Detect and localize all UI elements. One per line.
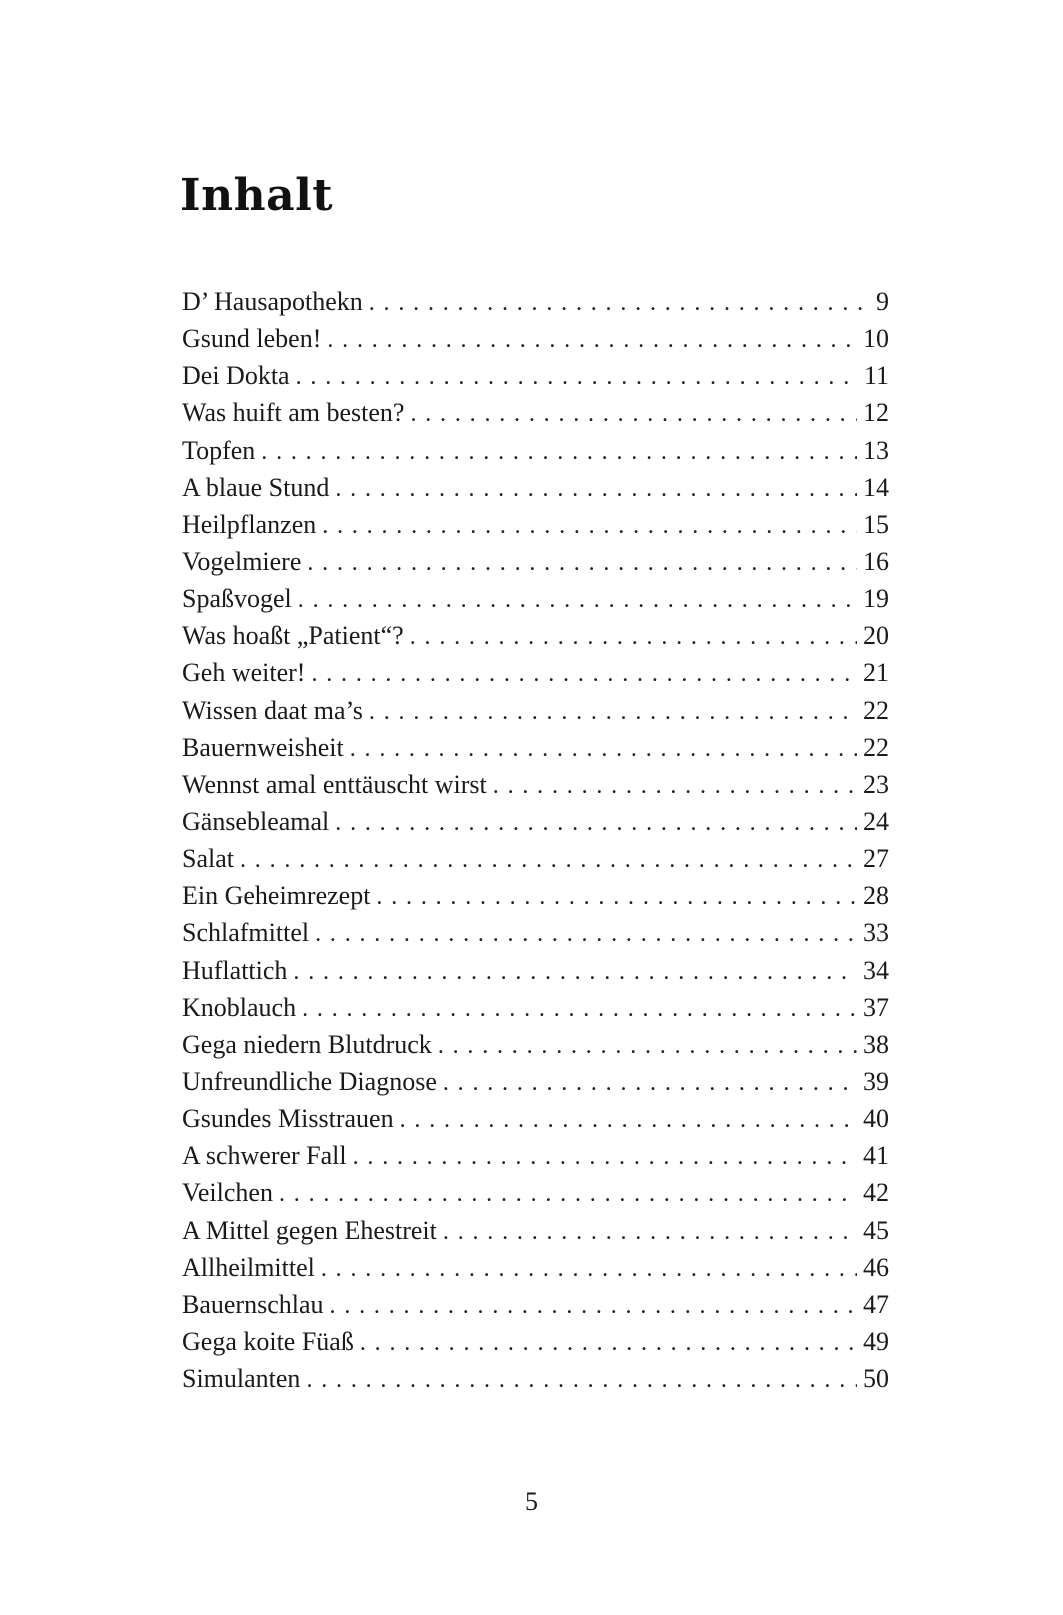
toc-entry	[182, 952, 889, 989]
toc-entry	[182, 989, 889, 1026]
toc-entry-title: Gänsebleamal	[182, 806, 330, 836]
toc-entry-page: 13	[863, 435, 889, 465]
toc-entry	[182, 1249, 889, 1286]
toc-dot-leader	[360, 1325, 857, 1362]
toc-dot-leader	[438, 1028, 857, 1065]
toc-entry-page: 45	[863, 1215, 889, 1245]
toc-entry	[182, 877, 889, 914]
toc-dot-leader	[335, 805, 857, 842]
toc-dot-leader	[322, 508, 857, 545]
toc-entry-page: 50	[863, 1364, 889, 1394]
toc-entry-title: Gsund leben!	[182, 324, 322, 354]
toc-entry-page: 40	[863, 1104, 889, 1134]
toc-entry-title: Ein Geheimrezept	[182, 881, 371, 911]
page-number: 5	[525, 1487, 538, 1516]
toc-dot-leader	[298, 582, 857, 619]
toc-entry	[182, 692, 889, 729]
toc-dot-leader	[240, 842, 857, 879]
toc-entry	[182, 1212, 889, 1249]
toc-dot-leader	[321, 1251, 857, 1288]
toc-entry-title: A blaue Stund	[182, 472, 330, 502]
toc-dot-leader	[410, 619, 857, 656]
toc-entry-page: 34	[863, 955, 889, 985]
toc-entry-page: 11	[863, 361, 889, 391]
toc-entry	[182, 1174, 889, 1211]
toc-entry	[182, 803, 889, 840]
toc-entry	[182, 1360, 889, 1397]
toc-entry-page: 23	[863, 769, 889, 799]
toc-dot-leader	[296, 359, 858, 396]
toc-entry-page: 39	[863, 1066, 889, 1096]
toc-entry	[182, 1286, 889, 1323]
toc-entry-title: Topfen	[182, 435, 256, 465]
toc-entry-title: Huflattich	[182, 955, 288, 985]
toc-entry-title: Simulanten	[182, 1364, 301, 1394]
toc-entry-page: 20	[863, 621, 889, 651]
toc-entry-page: 24	[863, 806, 889, 836]
toc-entry	[182, 1323, 889, 1360]
toc-dot-leader	[376, 879, 857, 916]
toc-dot-leader	[261, 434, 857, 471]
toc-entry-page: 15	[863, 509, 889, 539]
toc-dot-leader	[443, 1065, 857, 1102]
toc-entry-title: Unfreundliche Diagnose	[182, 1066, 437, 1096]
toc-dot-leader	[306, 1362, 857, 1399]
toc-entry-title: Dei Dokta	[182, 361, 290, 391]
toc-entry-page: 37	[863, 992, 889, 1022]
toc-entry	[182, 654, 889, 691]
toc-entry	[182, 1100, 889, 1137]
toc-entry	[182, 469, 889, 506]
toc-entry-title: Was huift am besten?	[182, 398, 405, 428]
toc-entry-title: Geh weiter!	[182, 658, 306, 688]
toc-dot-leader	[279, 1176, 857, 1213]
toc-entry-title: Schlafmittel	[182, 918, 310, 948]
toc-dot-leader	[327, 322, 857, 359]
toc-entry	[182, 1137, 889, 1174]
toc-entry	[182, 432, 889, 469]
toc-entry-page: 47	[863, 1289, 889, 1319]
toc-entry-page: 21	[863, 658, 889, 688]
toc-entry-title: Veilchen	[182, 1178, 273, 1208]
toc-entry-page: 9	[876, 287, 889, 316]
toc-entry	[182, 840, 889, 877]
toc-entry	[182, 283, 889, 320]
toc-entry-title: Gega koite Füaß	[182, 1326, 354, 1356]
toc-dot-leader	[353, 1139, 857, 1176]
toc-entry	[182, 357, 889, 394]
toc-entry	[182, 394, 889, 431]
toc-entry-title: Wissen daat ma’s	[182, 695, 363, 725]
toc-entry-title: A schwerer Fall	[182, 1141, 347, 1171]
toc-entry-page: 46	[863, 1252, 889, 1282]
toc-entry	[182, 1026, 889, 1063]
toc-entry-title: Was hoaßt „Patient“?	[182, 621, 404, 651]
toc-entry-title: Heilpflanzen	[182, 509, 317, 539]
toc-dot-leader	[311, 656, 857, 693]
toc-entry-title: Gsundes Misstrauen	[182, 1104, 394, 1134]
toc-entry-title: Bauernschlau	[182, 1289, 324, 1319]
toc-entry-title: Knoblauch	[182, 992, 297, 1022]
toc-entry-title: Salat	[182, 844, 234, 874]
toc-entry-page: 22	[863, 695, 889, 725]
toc-dot-leader	[410, 396, 857, 433]
toc-entry-page: 12	[863, 398, 889, 428]
toc-dot-leader	[302, 991, 857, 1028]
toc-dot-leader	[400, 1102, 857, 1139]
toc-dot-leader	[369, 285, 870, 322]
toc-entry-title: Vogelmiere	[182, 546, 302, 576]
toc-entry-page: 28	[863, 881, 889, 911]
toc-entry-page: 14	[863, 472, 889, 502]
toc-entry-page: 41	[863, 1141, 889, 1171]
toc-entry-title: Spaßvogel	[182, 584, 292, 614]
toc-entry-page: 27	[863, 844, 889, 874]
toc-entry-page: 38	[863, 1029, 889, 1059]
toc-entry-title: Gega niedern Blutdruck	[182, 1029, 432, 1059]
toc-dot-leader	[307, 545, 857, 582]
toc-entry-page: 10	[863, 324, 889, 354]
toc-entry-title: Allheilmittel	[182, 1252, 315, 1282]
toc-dot-leader	[493, 768, 857, 805]
toc-entry-page: 22	[863, 732, 889, 762]
toc-entry	[182, 766, 889, 803]
toc-entry-title: Wennst amal enttäuscht wirst	[182, 769, 487, 799]
toc-entry-page: 16	[863, 546, 889, 576]
toc-dot-leader	[350, 731, 857, 768]
toc-entry-title: A Mittel gegen Ehestreit	[182, 1215, 437, 1245]
toc-dot-leader	[330, 1288, 857, 1325]
toc-entry	[182, 914, 889, 951]
toc-dot-leader	[443, 1214, 857, 1251]
toc-entry-title: D’ Hausapothekn	[182, 287, 363, 316]
toc-entry	[182, 617, 889, 654]
toc-entry-page: 19	[863, 584, 889, 614]
toc-dot-leader	[369, 694, 857, 731]
toc-dot-leader	[335, 471, 857, 508]
toc-entry-page: 49	[863, 1326, 889, 1356]
toc-entry	[182, 580, 889, 617]
toc-entry	[182, 729, 889, 766]
toc-entry	[182, 506, 889, 543]
toc-entry-page: 33	[863, 918, 889, 948]
toc-entry	[182, 543, 889, 580]
toc-entry-page: 42	[863, 1178, 889, 1208]
toc-entry	[182, 1063, 889, 1100]
toc-dot-leader	[293, 954, 857, 991]
toc-entry-title: Bauernweisheit	[182, 732, 344, 762]
table-of-contents	[182, 283, 889, 1397]
toc-dot-leader	[315, 916, 857, 953]
page-title: Inhalt	[180, 170, 334, 221]
toc-entry	[182, 320, 889, 357]
